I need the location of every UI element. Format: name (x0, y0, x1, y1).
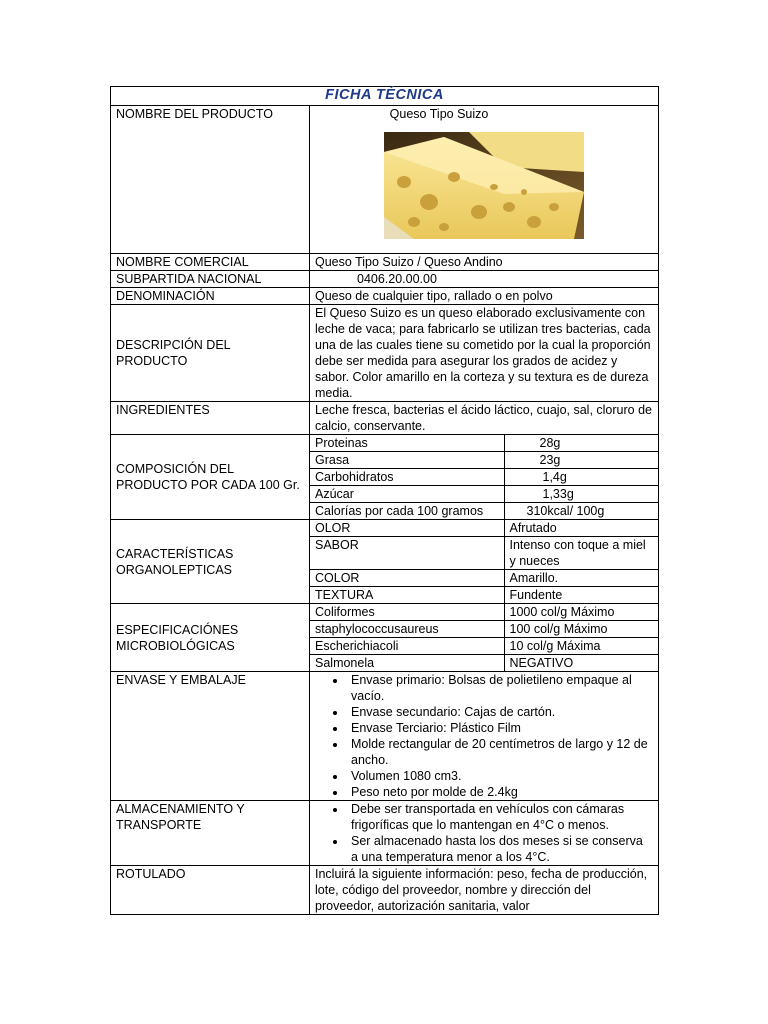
table-row (310, 655, 658, 672)
composicion-value: 23g (504, 452, 658, 469)
ingredientes-label: INGREDIENTES (111, 402, 310, 435)
composicion-table (310, 435, 658, 519)
list-item: • Envase Terciario: Plástico Film (347, 720, 653, 736)
table-row (310, 604, 658, 621)
almacenamiento-cell (310, 801, 659, 866)
organolepticas-key: TEXTURA (310, 587, 504, 604)
list-item: • Envase primario: Bolsas de polietileno empaque al vacío. (347, 672, 653, 704)
table-row (310, 452, 658, 469)
table-row (310, 587, 658, 604)
composicion-value: 1,33g (504, 486, 658, 503)
denominacion-value: Queso de cualquier tipo, rallado o en polvo (310, 288, 659, 305)
microbiologicas-key: staphylococcusaureus (310, 621, 504, 638)
nombre-producto-value: Queso Tipo Suizo (389, 107, 489, 121)
organolepticas-key: OLOR (310, 520, 504, 537)
table-row (310, 435, 658, 452)
microbiologicas-key: Coliformes (310, 604, 504, 621)
envase-cell (310, 672, 659, 801)
envase-label: ENVASE Y EMBALAJE (111, 672, 310, 801)
table-row (310, 537, 658, 570)
composicion-key: Carbohidratos (310, 469, 504, 486)
ingredientes-value: Leche fresca, bacterias el ácido láctico, cuajo, sal, cloruro de calcio, conservante. (310, 402, 659, 435)
list-item: • Ser almacenado hasta los dos meses si se conserva a una temperatura menor a los 4°C. (347, 833, 653, 865)
microbiologicas-label: ESPECIFICACIÓNES MICROBIOLÓGICAS (111, 604, 310, 672)
list-item: • Envase secundario: Cajas de cartón. (347, 704, 653, 720)
organolepticas-table (310, 520, 658, 603)
organolepticas-key: SABOR (310, 537, 504, 570)
composicion-cell (310, 435, 659, 520)
table-row (310, 469, 658, 486)
organolepticas-value: Intenso con toque a miel y nueces (504, 537, 658, 570)
list-item: • Volumen 1080 cm3. (347, 768, 653, 784)
microbiologicas-table (310, 604, 658, 671)
microbiologicas-cell (310, 604, 659, 672)
descripcion-label: DESCRIPCIÓN DEL PRODUCTO (111, 305, 310, 402)
list-item: • Peso neto por molde de 2.4kg (347, 784, 653, 800)
organolepticas-label: CARACTERÍSTICAS ORGANOLEPTICAS (111, 520, 310, 604)
list-item: • Debe ser transportada en vehículos con cámaras frigoríficas que lo mantengan en 4°C o menos. (347, 801, 653, 833)
rotulado-label: ROTULADO (111, 866, 310, 915)
organolepticas-value: Afrutado (504, 520, 658, 537)
table-row (310, 486, 658, 503)
composicion-value: 310kcal/ 100g (526, 504, 605, 518)
composicion-key: Azúcar (310, 486, 504, 503)
descripcion-value: El Queso Suizo es un queso elaborado exclusivamente con leche de vaca; para fabricarlo se utilizan tres bacterias, cada una de las cuales tiene su cometido por la cual la proporción debe ser medida para asegurar los grados de acidez y sabor. Color amarillo en la corteza y su textura es de dureza media. (310, 305, 659, 402)
cheese-image (315, 122, 653, 239)
composicion-key: Calorías por cada 100 gramos (310, 503, 504, 520)
table-row (310, 570, 658, 587)
nombre-producto-label: NOMBRE DEL PRODUCTO (111, 106, 310, 254)
microbiologicas-value: NEGATIVO (509, 656, 574, 670)
organolepticas-cell (310, 520, 659, 604)
spec-table (110, 86, 659, 915)
composicion-label: COMPOSICIÓN DEL PRODUCTO POR CADA 100 Gr. (111, 435, 310, 520)
microbiologicas-key: Salmonela (310, 655, 504, 672)
table-row (310, 621, 658, 638)
composicion-key: Grasa (310, 452, 504, 469)
microbiologicas-value: 1000 col/g Máximo (504, 604, 658, 621)
rotulado-value: Incluirá la siguiente información: peso, fecha de producción, lote, código del proveedor, nombre y dirección del proveedor, autorización sanitaria, valor (310, 866, 659, 915)
nombre-producto-cell (310, 106, 659, 254)
ficha-tecnica-sheet (110, 86, 658, 915)
organolepticas-key: COLOR (310, 570, 504, 587)
table-row (310, 503, 658, 520)
cheese-photo (384, 132, 584, 239)
list-item: • Molde rectangular de 20 centímetros de largo y 12 de ancho. (347, 736, 653, 768)
document-title: FICHA TÉCNICA (111, 87, 659, 106)
nombre-comercial-label: NOMBRE COMERCIAL (111, 254, 310, 271)
subpartida-value: 0406.20.00.00 (310, 271, 659, 288)
table-row (310, 520, 658, 537)
composicion-value: 28g (504, 435, 658, 452)
microbiologicas-key: Escherichiacoli (310, 638, 504, 655)
microbiologicas-value: 10 col/g Máxima (504, 638, 658, 655)
composicion-key: Proteinas (310, 435, 504, 452)
nombre-comercial-value: Queso Tipo Suizo / Queso Andino (310, 254, 659, 271)
almacenamiento-list (315, 801, 653, 865)
table-row (310, 638, 658, 655)
microbiologicas-value: 100 col/g Máximo (504, 621, 658, 638)
organolepticas-value: Amarillo. (504, 570, 658, 587)
organolepticas-value: Fundente (509, 588, 563, 602)
subpartida-label: SUBPARTIDA NACIONAL (111, 271, 310, 288)
denominacion-label: DENOMINACIÓN (111, 288, 310, 305)
composicion-value: 1,4g (504, 469, 658, 486)
envase-list (315, 672, 653, 800)
almacenamiento-label: ALMACENAMIENTO Y TRANSPORTE (111, 801, 310, 866)
